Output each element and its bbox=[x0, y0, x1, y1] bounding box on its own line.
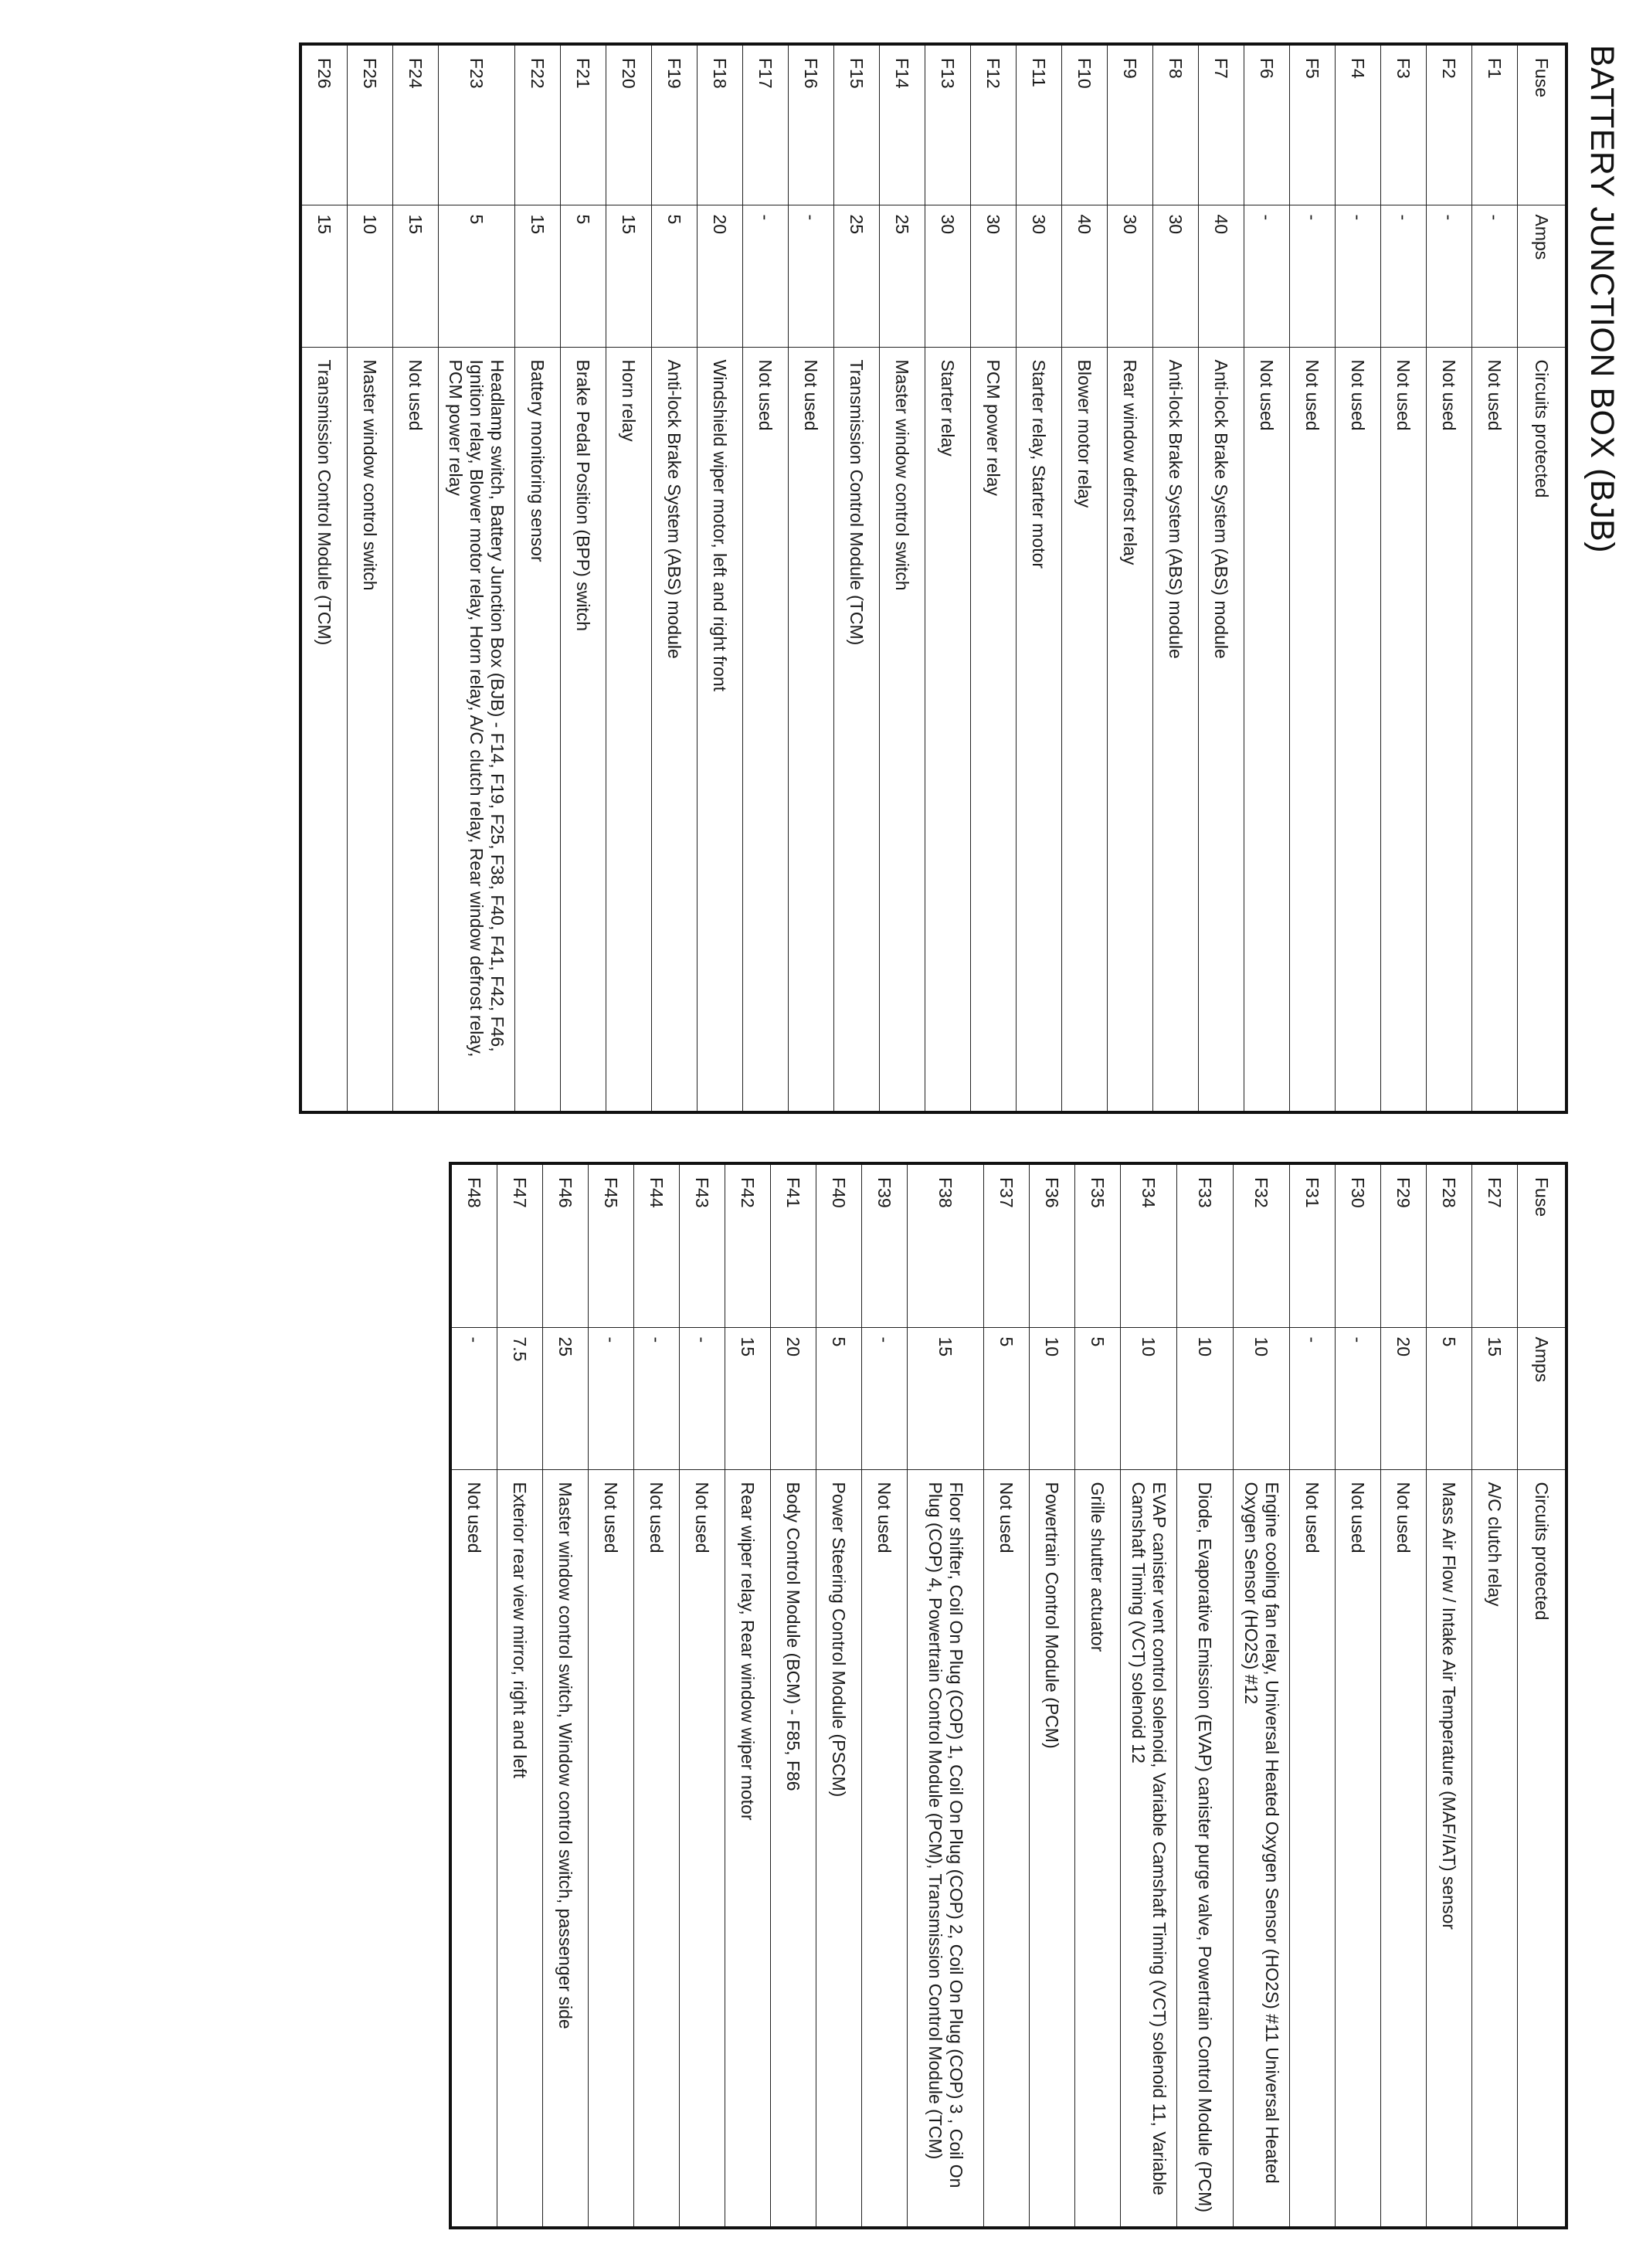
table-row bbox=[393, 44, 439, 1112]
table-row bbox=[1472, 1163, 1518, 2228]
fuse-cell: F4 bbox=[1336, 44, 1381, 205]
circuits-cell: Not used bbox=[450, 1469, 497, 2228]
table-row bbox=[1336, 1163, 1381, 2228]
circuits-cell: Mass Air Flow / Intake Air Temperature (MAF/IAT) sensor bbox=[1427, 1469, 1472, 2228]
table-row bbox=[880, 44, 925, 1112]
circuits-cell: PCM power relay bbox=[971, 347, 1017, 1112]
circuits-cell: Not used bbox=[393, 347, 439, 1112]
table-row bbox=[1472, 44, 1518, 1112]
circuits-cell: Not used bbox=[1472, 347, 1518, 1112]
amps-cell: 5 bbox=[561, 205, 606, 347]
amps-cell: - bbox=[450, 1327, 497, 1469]
circuits-cell: Not used bbox=[862, 1469, 908, 2228]
amps-cell: 30 bbox=[925, 205, 971, 347]
amps-cell: 30 bbox=[1153, 205, 1199, 347]
amps-cell: - bbox=[1336, 205, 1381, 347]
table-row bbox=[925, 44, 971, 1112]
circuits-cell: Anti-lock Brake System (ABS) module bbox=[652, 347, 698, 1112]
fuse-cell: F23 bbox=[439, 44, 515, 205]
fuse-cell: F48 bbox=[450, 1163, 497, 1327]
amps-cell: - bbox=[862, 1327, 908, 1469]
header-circuits: Circuits protected bbox=[1518, 1469, 1567, 2228]
amps-cell: 25 bbox=[834, 205, 880, 347]
fuse-cell: F42 bbox=[725, 1163, 771, 1327]
circuits-cell: Brake Pedal Position (BPP) switch bbox=[561, 347, 606, 1112]
circuits-cell: Windshield wiper motor, left and right front bbox=[698, 347, 743, 1112]
fuse-table-right bbox=[449, 1162, 1568, 2229]
circuits-cell: A/C clutch relay bbox=[1472, 1469, 1518, 2228]
table-row bbox=[1290, 44, 1336, 1112]
amps-cell: 40 bbox=[1199, 205, 1244, 347]
circuits-cell: Not used bbox=[1381, 1469, 1427, 2228]
amps-cell: 30 bbox=[1017, 205, 1062, 347]
table-row bbox=[1244, 44, 1290, 1112]
circuits-cell: Not used bbox=[1381, 347, 1427, 1112]
amps-cell: - bbox=[1381, 205, 1427, 347]
amps-cell: - bbox=[1472, 205, 1518, 347]
amps-cell: 5 bbox=[816, 1327, 862, 1469]
header-fuse: Fuse bbox=[1518, 44, 1567, 205]
circuits-cell: Rear window defrost relay bbox=[1108, 347, 1153, 1112]
table-row bbox=[1427, 1163, 1472, 2228]
amps-cell: - bbox=[680, 1327, 725, 1469]
table-row bbox=[1062, 44, 1108, 1112]
table-row bbox=[680, 1163, 725, 2228]
fuse-cell: F16 bbox=[789, 44, 834, 205]
amps-cell: 15 bbox=[908, 1327, 984, 1469]
circuits-cell: Not used bbox=[1290, 1469, 1336, 2228]
table-row bbox=[1427, 44, 1472, 1112]
amps-cell: 15 bbox=[1472, 1327, 1518, 1469]
fuse-cell: F46 bbox=[543, 1163, 589, 1327]
amps-cell: - bbox=[1290, 205, 1336, 347]
amps-cell: 15 bbox=[606, 205, 652, 347]
amps-cell: - bbox=[743, 205, 789, 347]
amps-cell: - bbox=[1244, 205, 1290, 347]
table-row bbox=[1381, 1163, 1427, 2228]
amps-cell: 5 bbox=[1075, 1327, 1121, 1469]
table-header-row bbox=[1518, 1163, 1567, 2228]
table-header-row bbox=[1518, 44, 1567, 1112]
circuits-cell: Powertrain Control Module (PCM) bbox=[1030, 1469, 1075, 2228]
fuse-cell: F27 bbox=[1472, 1163, 1518, 1327]
fuse-cell: F22 bbox=[515, 44, 561, 205]
table-row bbox=[862, 1163, 908, 2228]
table-row bbox=[450, 1163, 497, 2228]
circuits-cell: Engine cooling fan relay, Universal Heated Oxygen Sensor (HO2S) #11 Universal Heated Oxygen Sensor (HO2S) #12 bbox=[1234, 1469, 1290, 2228]
circuits-cell: Power Steering Control Module (PSCM) bbox=[816, 1469, 862, 2228]
table-row bbox=[971, 44, 1017, 1112]
table-row bbox=[725, 1163, 771, 2228]
table-row bbox=[1177, 1163, 1234, 2228]
fuse-cell: F18 bbox=[698, 44, 743, 205]
circuits-cell: Floor shifter, Coil On Plug (COP) 1, Coil On Plug (COP) 2, Coil On Plug (COP) 3 , Coil On Plug (COP) 4, Powertrain Control Module (PCM), Transmission Control Module (TCM) bbox=[908, 1469, 984, 2228]
table-row bbox=[348, 44, 393, 1112]
fuse-cell: F41 bbox=[771, 1163, 816, 1327]
amps-cell: 15 bbox=[725, 1327, 771, 1469]
fuse-cell: F43 bbox=[680, 1163, 725, 1327]
circuits-cell: Not used bbox=[1336, 347, 1381, 1112]
fuse-cell: F28 bbox=[1427, 1163, 1472, 1327]
fuse-cell: F11 bbox=[1017, 44, 1062, 205]
circuits-cell: Battery monitoring sensor bbox=[515, 347, 561, 1112]
table-row bbox=[1234, 1163, 1290, 2228]
table-row bbox=[606, 44, 652, 1112]
table-row bbox=[1199, 44, 1244, 1112]
fuse-cell: F29 bbox=[1381, 1163, 1427, 1327]
fuse-cell: F19 bbox=[652, 44, 698, 205]
circuits-cell: Grille shutter actuator bbox=[1075, 1469, 1121, 2228]
amps-cell: 30 bbox=[971, 205, 1017, 347]
amps-cell: 10 bbox=[1121, 1327, 1177, 1469]
amps-cell: 15 bbox=[393, 205, 439, 347]
amps-cell: 20 bbox=[771, 1327, 816, 1469]
table-row bbox=[543, 1163, 589, 2228]
fuse-cell: F24 bbox=[393, 44, 439, 205]
table-row bbox=[1381, 44, 1427, 1112]
table-row bbox=[1030, 1163, 1075, 2228]
amps-cell: - bbox=[789, 205, 834, 347]
circuits-cell: Body Control Module (BCM) - F85, F86 bbox=[771, 1469, 816, 2228]
table-row bbox=[1336, 44, 1381, 1112]
fuse-cell: F6 bbox=[1244, 44, 1290, 205]
table-row bbox=[834, 44, 880, 1112]
amps-cell: 15 bbox=[300, 205, 348, 347]
circuits-cell: Starter relay bbox=[925, 347, 971, 1112]
amps-cell: 40 bbox=[1062, 205, 1108, 347]
fuse-cell: F7 bbox=[1199, 44, 1244, 205]
amps-cell: 25 bbox=[880, 205, 925, 347]
fuse-cell: F2 bbox=[1427, 44, 1472, 205]
table-row bbox=[771, 1163, 816, 2228]
amps-cell: 5 bbox=[652, 205, 698, 347]
fuse-cell: F21 bbox=[561, 44, 606, 205]
circuits-cell: Not used bbox=[984, 1469, 1030, 2228]
fuse-cell: F47 bbox=[497, 1163, 543, 1327]
fuse-cell: F36 bbox=[1030, 1163, 1075, 1327]
table-row bbox=[589, 1163, 634, 2228]
table-row bbox=[698, 44, 743, 1112]
fuse-table-left-body bbox=[300, 44, 1518, 1112]
circuits-cell: Not used bbox=[589, 1469, 634, 2228]
amps-cell: 5 bbox=[439, 205, 515, 347]
table-row bbox=[1108, 44, 1153, 1112]
table-row bbox=[1153, 44, 1199, 1112]
circuits-cell: Diode, Evaporative Emission (EVAP) canister purge valve, Powertrain Control Module (PCM) bbox=[1177, 1469, 1234, 2228]
table-row bbox=[1075, 1163, 1121, 2228]
circuits-cell: Not used bbox=[1336, 1469, 1381, 2228]
fuse-cell: F33 bbox=[1177, 1163, 1234, 1327]
table-row bbox=[634, 1163, 680, 2228]
fuse-cell: F14 bbox=[880, 44, 925, 205]
circuits-cell: Rear wiper relay, Rear window wiper motor bbox=[725, 1469, 771, 2228]
amps-cell: 10 bbox=[1177, 1327, 1234, 1469]
circuits-cell: Not used bbox=[1290, 347, 1336, 1112]
table-row bbox=[743, 44, 789, 1112]
circuits-cell: Not used bbox=[680, 1469, 725, 2228]
fuse-cell: F10 bbox=[1062, 44, 1108, 205]
circuits-cell: EVAP canister vent control solenoid, Variable Camshaft Timing (VCT) solenoid 11, Variable Camshaft Timing (VCT) solenoid 12 bbox=[1121, 1469, 1177, 2228]
header-amps: Amps bbox=[1518, 1327, 1567, 1469]
header-circuits: Circuits protected bbox=[1518, 347, 1567, 1112]
amps-cell: - bbox=[1336, 1327, 1381, 1469]
amps-cell: 5 bbox=[1427, 1327, 1472, 1469]
fuse-cell: F9 bbox=[1108, 44, 1153, 205]
circuits-cell: Blower motor relay bbox=[1062, 347, 1108, 1112]
amps-cell: 10 bbox=[1234, 1327, 1290, 1469]
circuits-cell: Starter relay, Starter motor bbox=[1017, 347, 1062, 1112]
circuits-cell: Transmission Control Module (TCM) bbox=[300, 347, 348, 1112]
fuse-cell: F20 bbox=[606, 44, 652, 205]
table-row bbox=[816, 1163, 862, 2228]
fuse-cell: F35 bbox=[1075, 1163, 1121, 1327]
fuse-cell: F32 bbox=[1234, 1163, 1290, 1327]
fuse-cell: F37 bbox=[984, 1163, 1030, 1327]
circuits-cell: Not used bbox=[1244, 347, 1290, 1112]
circuits-cell: Anti-lock Brake System (ABS) module bbox=[1199, 347, 1244, 1112]
fuse-cell: F25 bbox=[348, 44, 393, 205]
table-row bbox=[1017, 44, 1062, 1112]
fuse-cell: F17 bbox=[743, 44, 789, 205]
circuits-cell: Headlamp switch, Battery Junction Box (BJB) - F14, F19, F25, F38, F40, F41, F42, F46, Ignition relay, Blower motor relay, Horn relay, A/C clutch relay, Rear window defrost relay, PCM power relay bbox=[439, 347, 515, 1112]
fuse-table-right-body bbox=[450, 1163, 1518, 2228]
circuits-cell: Master window control switch, Window control switch, passenger side bbox=[543, 1469, 589, 2228]
amps-cell: - bbox=[634, 1327, 680, 1469]
amps-cell: 20 bbox=[698, 205, 743, 347]
table-row bbox=[561, 44, 606, 1112]
amps-cell: 10 bbox=[1030, 1327, 1075, 1469]
fuse-cell: F1 bbox=[1472, 44, 1518, 205]
page-title: BATTERY JUNCTION BOX (BJB) bbox=[1583, 45, 1621, 554]
header-fuse: Fuse bbox=[1518, 1163, 1567, 1327]
table-row bbox=[439, 44, 515, 1112]
circuits-cell: Transmission Control Module (TCM) bbox=[834, 347, 880, 1112]
header-amps: Amps bbox=[1518, 205, 1567, 347]
amps-cell: 5 bbox=[984, 1327, 1030, 1469]
table-row bbox=[652, 44, 698, 1112]
table-row bbox=[515, 44, 561, 1112]
fuse-cell: F13 bbox=[925, 44, 971, 205]
amps-cell: 30 bbox=[1108, 205, 1153, 347]
circuits-cell: Master window control switch bbox=[880, 347, 925, 1112]
circuits-cell: Master window control switch bbox=[348, 347, 393, 1112]
amps-cell: 20 bbox=[1381, 1327, 1427, 1469]
fuse-cell: F34 bbox=[1121, 1163, 1177, 1327]
circuits-cell: Not used bbox=[1427, 347, 1472, 1112]
table-row bbox=[300, 44, 348, 1112]
circuits-cell: Anti-lock Brake System (ABS) module bbox=[1153, 347, 1199, 1112]
table-row bbox=[789, 44, 834, 1112]
fuse-cell: F44 bbox=[634, 1163, 680, 1327]
amps-cell: 25 bbox=[543, 1327, 589, 1469]
amps-cell: - bbox=[1290, 1327, 1336, 1469]
fuse-cell: F38 bbox=[908, 1163, 984, 1327]
circuits-cell: Horn relay bbox=[606, 347, 652, 1112]
fuse-cell: F39 bbox=[862, 1163, 908, 1327]
circuits-cell: Not used bbox=[789, 347, 834, 1112]
fuse-cell: F12 bbox=[971, 44, 1017, 205]
fuse-cell: F3 bbox=[1381, 44, 1427, 205]
table-row bbox=[984, 1163, 1030, 2228]
amps-cell: - bbox=[1427, 205, 1472, 347]
fuse-cell: F5 bbox=[1290, 44, 1336, 205]
fuse-table-left bbox=[299, 42, 1568, 1114]
amps-cell: 15 bbox=[515, 205, 561, 347]
fuse-cell: F45 bbox=[589, 1163, 634, 1327]
amps-cell: 7.5 bbox=[497, 1327, 543, 1469]
circuits-cell: Exterior rear view mirror, right and left bbox=[497, 1469, 543, 2228]
circuits-cell: Not used bbox=[743, 347, 789, 1112]
circuits-cell: Not used bbox=[634, 1469, 680, 2228]
amps-cell: - bbox=[589, 1327, 634, 1469]
fuse-cell: F15 bbox=[834, 44, 880, 205]
table-row bbox=[1121, 1163, 1177, 2228]
table-row bbox=[1290, 1163, 1336, 2228]
table-row bbox=[497, 1163, 543, 2228]
fuse-cell: F40 bbox=[816, 1163, 862, 1327]
fuse-cell: F26 bbox=[300, 44, 348, 205]
amps-cell: 10 bbox=[348, 205, 393, 347]
fuse-cell: F31 bbox=[1290, 1163, 1336, 1327]
fuse-cell: F30 bbox=[1336, 1163, 1381, 1327]
table-row bbox=[908, 1163, 984, 2228]
fuse-cell: F8 bbox=[1153, 44, 1199, 205]
